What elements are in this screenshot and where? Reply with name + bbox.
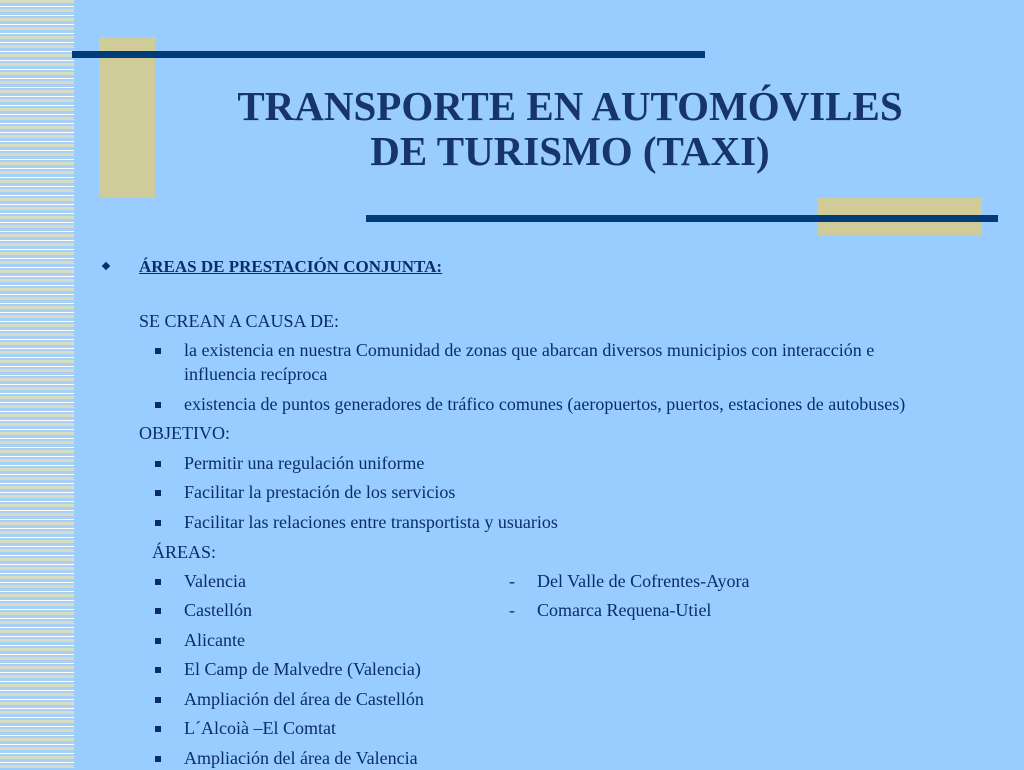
- area-item-right: Comarca Requena-Utiel: [537, 600, 712, 620]
- diamond-bullet-icon: [102, 262, 110, 270]
- objective-item: Facilitar las relaciones entre transportista y usuarios: [184, 512, 558, 532]
- area-item: Ampliación del área de Valencia: [184, 748, 418, 768]
- square-bullet-icon: [155, 667, 161, 673]
- square-bullet-icon: [155, 520, 161, 526]
- square-bullet-icon: [155, 402, 161, 408]
- cause-item-continuation: influencia recíproca: [184, 364, 328, 384]
- section-heading: ÁREAS DE PRESTACIÓN CONJUNTA:: [139, 257, 443, 276]
- areas-label: ÁREAS:: [152, 542, 217, 562]
- square-bullet-icon: [155, 697, 161, 703]
- square-bullet-icon: [155, 726, 161, 732]
- area-item: Alicante: [184, 630, 245, 650]
- area-item: Valencia: [184, 571, 246, 591]
- area-dash: -: [509, 600, 515, 620]
- square-bullet-icon: [155, 608, 161, 614]
- square-bullet-icon: [155, 490, 161, 496]
- square-bullet-icon: [155, 348, 161, 354]
- area-item-right: Del Valle de Cofrentes-Ayora: [537, 571, 750, 591]
- title-line-2: DE TURISMO (TAXI): [370, 128, 770, 174]
- title-line-1: TRANSPORTE EN AUTOMÓVILES: [237, 83, 903, 129]
- causes-label: SE CREAN A CAUSA DE:: [139, 311, 340, 331]
- square-bullet-icon: [155, 461, 161, 467]
- area-item: Castellón: [184, 600, 252, 620]
- square-bullet-icon: [155, 638, 161, 644]
- square-bullet-icon: [155, 579, 161, 585]
- objective-item: Facilitar la prestación de los servicios: [184, 482, 456, 502]
- cause-item: la existencia en nuestra Comunidad de zonas que abarcan diversos municipios con interacción e: [184, 340, 875, 360]
- objective-label: OBJETIVO:: [139, 423, 230, 443]
- area-item: Ampliación del área de Castellón: [184, 689, 424, 709]
- area-dash: -: [509, 571, 515, 591]
- area-item: El Camp de Malvedre (Valencia): [184, 659, 421, 679]
- cause-item: existencia de puntos generadores de tráfico comunes (aeropuertos, puertos, estaciones de autobuses): [184, 394, 906, 414]
- area-item: L´Alcoià –El Comtat: [184, 718, 336, 738]
- objective-item: Permitir una regulación uniforme: [184, 453, 425, 473]
- square-bullet-icon: [155, 756, 161, 762]
